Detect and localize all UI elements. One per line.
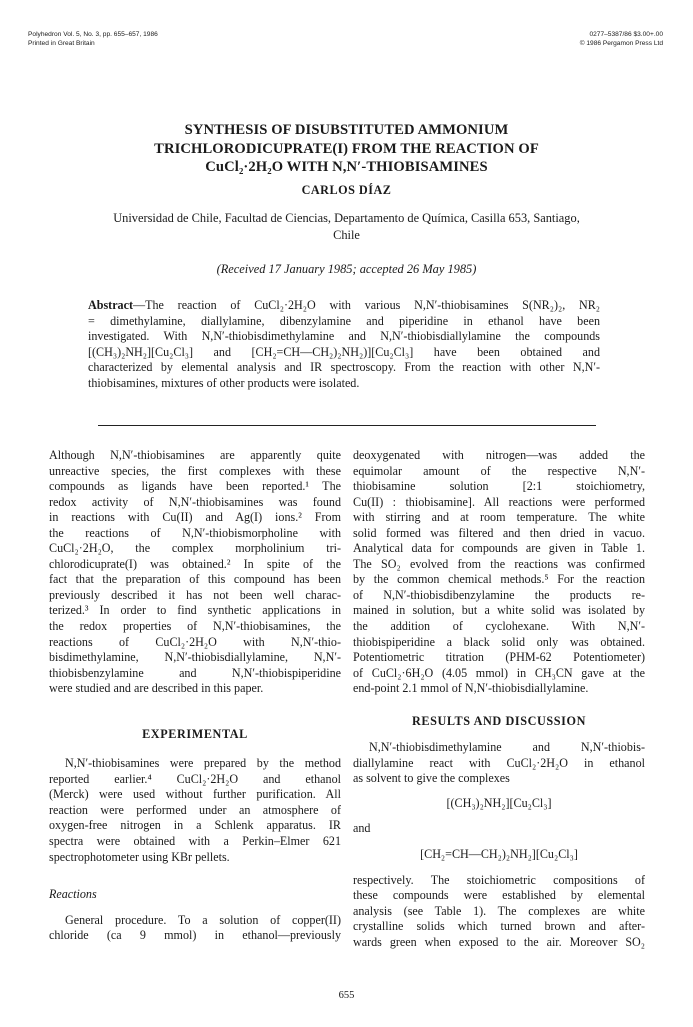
text-line: previously described it has not been well charac- — [49, 587, 341, 602]
formula-diallylammonium: [CH₂=CH—CH₂)₂NH₂][Cu₂Cl₃] — [420, 847, 578, 862]
abstract-lead: Abstract — [88, 298, 134, 312]
text-line: Cu(II) : thiobisamine]. All reactions were performed — [353, 494, 645, 509]
text-line: N,N′-thiobisdimethylamine and N,N′-thiobis- — [369, 740, 645, 755]
text-line: wards green when exposed to the air. Moreover SO₂ — [353, 934, 645, 949]
text-line: these compounds were established by elemental — [353, 888, 645, 903]
intro-paragraph — [49, 448, 341, 697]
abstract-line — [88, 298, 600, 314]
journal-citation: Polyhedron Vol. 5, No. 3, pp. 655–657, 1986 — [28, 31, 158, 38]
experimental-paragraph — [49, 756, 341, 865]
text-line: thiobispiperidine a black solid only was obtained. — [353, 634, 645, 649]
text-line: mained in solution, but a white solid was isolated by — [353, 603, 645, 618]
formula-dimethylammonium: [(CH₃)₂NH₂][Cu₂Cl₃] — [446, 795, 552, 810]
text-line: equimolar amount of the respective N,N′- — [353, 463, 645, 478]
title-line: SYNTHESIS OF DISUBSTITUTED AMMONIUM — [184, 122, 509, 138]
text-line: deoxygenated with nitrogen—was added the — [353, 448, 645, 462]
results-continued-paragraph — [353, 873, 645, 951]
text-line: were studied and are described in this paper. — [49, 681, 264, 696]
printed-location: Printed in Great Britain — [28, 40, 95, 47]
text-line: in reactions with Cu(II) and Ag(I) ions.² From — [49, 510, 341, 525]
text-line: terized.³ In order to find synthetic applications in — [49, 603, 341, 618]
affiliation-line: Universidad de Chile, Facultad de Ciencias, Departamento de Química, Casilla 653, Santiago, — [113, 211, 580, 225]
text-line: solid formed was filtered and then dried in vacuo. — [353, 525, 645, 540]
text-line: chlorodicuprate(I) was obtained.² In spite of the — [49, 556, 341, 571]
text-line: (Merck) were used without further purification. All — [49, 787, 341, 802]
text-line: spectrophotometer using KBr pellets. — [49, 849, 230, 864]
procedure-continued-paragraph — [353, 448, 645, 697]
text-line: the addition of cyclohexane. With N,N′- — [353, 619, 645, 634]
text-line: with stirring and at room temperature. The white — [353, 510, 645, 525]
abstract-line: = dimethylamine, diallylamine, dibenzylamine and piperidine in ethanol have been — [88, 313, 600, 328]
text-line: of CuCl₂·6H₂O (4.05 mmol) in CH₃CN gave at the — [353, 665, 645, 680]
text-line: reported earlier.⁴ CuCl₂·2H₂O and ethanol — [49, 771, 341, 786]
received-dates: (Received 17 January 1985; accepted 26 May 1985) — [216, 262, 477, 276]
text-line: as solvent to give the complexes — [353, 771, 510, 786]
text-line: The SO₂ evolved from the reactions was confirmed — [353, 556, 645, 571]
text-line: of N,N′-thiobisdibenzylamine the products re- — [353, 587, 645, 602]
general-procedure-paragraph — [49, 913, 341, 944]
abstract-line: investigated. With N,N′-thiobisdimethylamine and N,N′-thiobisdiallylamine the compounds — [88, 329, 600, 344]
title-line: TRICHLORODICUPRATE(I) FROM THE REACTION OF — [154, 140, 539, 157]
text-line: thiobisbenzylamine and N,N′-thiobispiperidine — [49, 665, 341, 680]
text-line: the reactions of N,N′-thiobismorpholine with — [49, 525, 341, 540]
text-line: Potentiometric titration (PHM-62 Potentiometer) — [353, 650, 645, 665]
text-line: spectra were obtained with a Perkin–Elmer 621 — [49, 834, 341, 849]
affiliation — [70, 210, 623, 244]
text-line: fact that the preparation of this compound has been — [49, 572, 341, 587]
text-line: by the common chemical methods.⁵ For the reaction — [353, 572, 645, 587]
text-line: reaction were performed under an atmosphere of — [49, 802, 341, 817]
text-line: the redox properties of N,N′-thiobisamines, the — [49, 619, 341, 634]
article-title — [60, 121, 633, 177]
journal-header-right — [580, 30, 663, 48]
and-word: and — [353, 821, 371, 836]
text-line: thiobisamine solution [2:1 stoichiometry, — [353, 479, 645, 494]
text-line: analysis (see Table 1). The complexes are white — [353, 903, 645, 918]
affiliation-line: Chile — [333, 228, 360, 242]
text-line: Although N,N′-thiobisamines are apparently quite — [49, 448, 341, 462]
journal-header-left — [28, 30, 158, 48]
text-line: crystalline solids which turned brown and after- — [353, 919, 645, 934]
text-line: respectively. The stoichiometric compositions of — [353, 872, 645, 887]
text-line: redox activity of N,N′-thiobisamines was found — [49, 494, 341, 509]
copyright: © 1986 Pergamon Press Ltd — [579, 40, 663, 47]
text-line: compounds as ligands have been reported.¹ The — [49, 479, 341, 494]
text-line: Analytical data for compounds are given in Table 1. — [353, 541, 645, 556]
text-line: CuCl₂·2H₂O, the complex morpholinium tri- — [49, 541, 341, 556]
author-name: CARLOS DÍAZ — [301, 183, 392, 197]
results-paragraph — [353, 740, 645, 787]
text-line: chloride (ca 9 mmol) in ethanol—previously — [49, 928, 341, 943]
text-line: diallylamine react with CuCl₂·2H₂O in ethanol — [353, 755, 645, 770]
abstract-line: characterized by elemental analysis and IR spectroscopy. From the reaction with other N,N′- — [88, 360, 600, 375]
right-column — [353, 448, 645, 950]
text-line: bisdimethylamine, N,N′-thiobisdiallylamine, N,N′- — [49, 650, 341, 665]
text-line: General procedure. To a solution of copper(II) — [65, 912, 341, 927]
results-heading: RESULTS AND DISCUSSION — [412, 713, 586, 728]
issn-price: 0277–5387/86 $3.00+.00 — [589, 31, 663, 38]
abstract — [88, 298, 600, 392]
abstract-line: thiobisamines, mixtures of other products were isolated. — [88, 375, 360, 390]
text-line: reactions of CuCl₂·2H₂O with N,N′-thio- — [49, 634, 341, 649]
abstract-divider — [98, 425, 596, 426]
abstract-line: [(CH₃)₂NH₂][Cu₂Cl₃] and [CH₂=CH—CH₂)₂NH₂)][Cu₂Cl₃] have been obtained and — [88, 344, 600, 359]
title-line: CuCl₂·2H₂O WITH N,N′-THIOBISAMINES — [205, 159, 488, 175]
reactions-heading: Reactions — [49, 887, 97, 902]
page-number: 655 — [338, 990, 355, 1001]
text-line: end-point 2.1 mmol of N,N′-thiobisdiallylamine. — [353, 681, 589, 696]
left-column — [49, 448, 341, 944]
text-line: unreactive species, the first complexes with these — [49, 463, 341, 478]
text-line: oxygen-free nitrogen in a Schlenk apparatus. IR — [49, 818, 341, 833]
abstract-text: —The reaction of CuCl₂·2H₂O with various N,N′-thiobisamines S(NR₂)₂, NR₂ — [133, 298, 600, 312]
experimental-heading: EXPERIMENTAL — [142, 726, 248, 741]
text-line: N,N′-thiobisamines were prepared by the method — [65, 756, 341, 771]
